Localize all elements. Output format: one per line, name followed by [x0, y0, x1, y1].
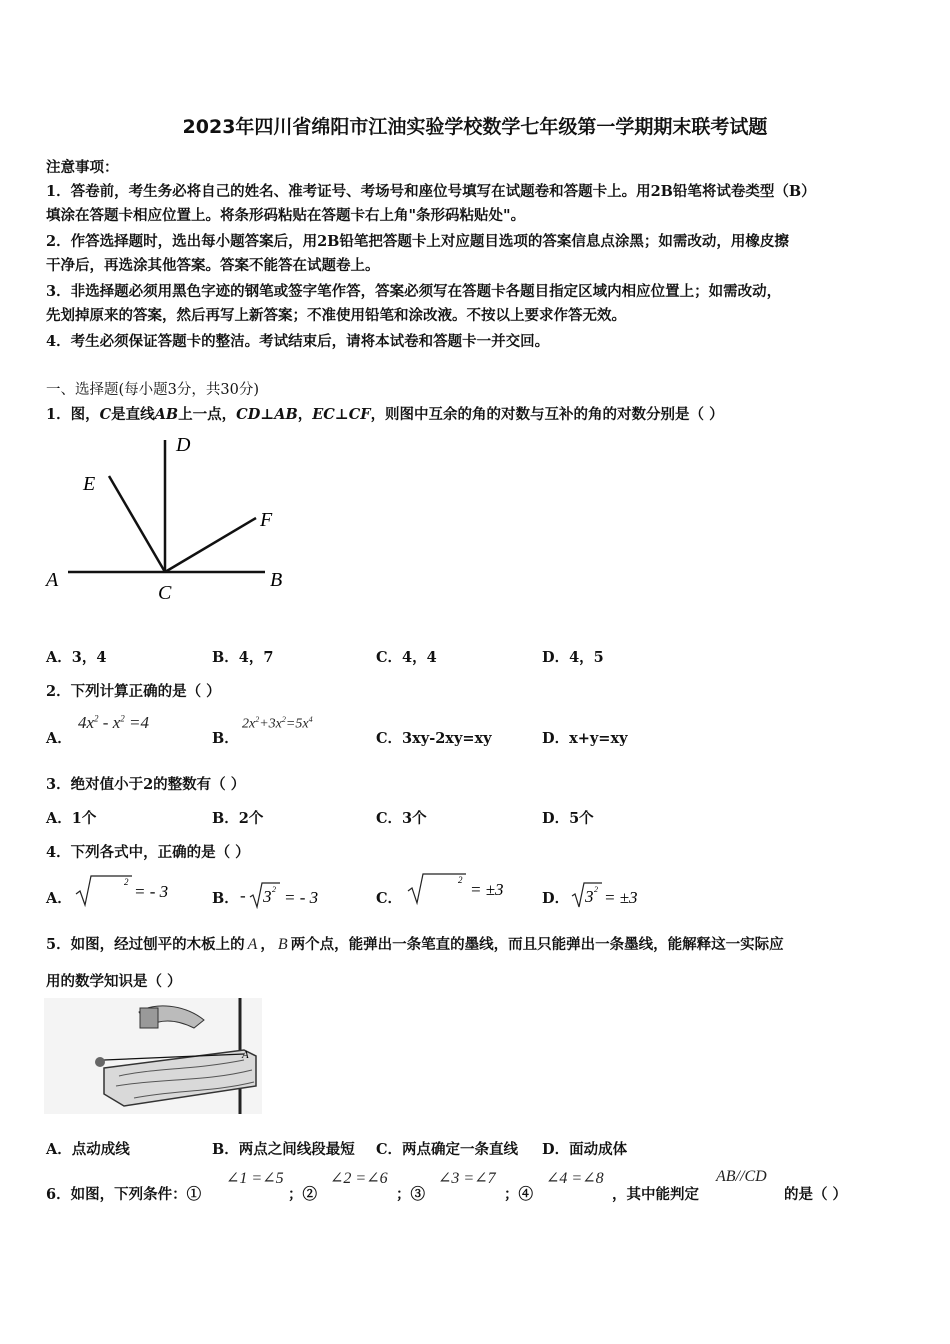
minus-sign: -: [240, 886, 246, 905]
coef: 2: [242, 716, 249, 732]
notice-line: 2．作答选择题时，选出每小题答案后，用2B铅笔把答题卡上对应题目选项的答案信息点涂黑；如需改动，用橡皮擦: [46, 233, 789, 250]
q5-option-a[interactable]: A．点动成线: [46, 1141, 130, 1158]
q2-option-a-label[interactable]: A．: [46, 730, 72, 747]
var: x: [112, 713, 121, 732]
rhs: = - 3: [134, 882, 169, 901]
q4-option-a-label[interactable]: A．: [46, 890, 72, 907]
q3-option-a[interactable]: A．1个: [46, 810, 97, 827]
q1-text: 1．图，: [46, 406, 100, 423]
q1-figure: [40, 430, 300, 610]
q6-condition-1: ∠1 =∠5: [226, 1170, 284, 1187]
notice-line: 填涂在答题卡相应位置上。将条形码粘贴在答题卡右上角"条形码粘贴处"。: [46, 207, 526, 224]
q3-option-b[interactable]: B．2个: [212, 810, 264, 827]
q5-option-d[interactable]: D．面动成体: [542, 1141, 628, 1158]
q5-text: ，: [260, 936, 275, 953]
label-f: F: [260, 509, 273, 531]
q6-condition-2: ∠2 =∠6: [330, 1170, 388, 1187]
notice-line: 3．非选择题必须用黑色字迹的钢笔或签字笔作答，答案必须写在答题卡各题目指定区域内相应位置上；如需改动，: [46, 283, 782, 300]
q6-text: ；④: [504, 1186, 533, 1203]
q1-line: AB: [154, 406, 179, 423]
q6-text: ，其中能判定: [612, 1186, 699, 1203]
q1-text: 上一点，: [178, 406, 237, 423]
exp: 2: [255, 715, 260, 724]
q4-option-c-label[interactable]: C．: [376, 890, 403, 907]
q5-text: 5．如图，经过刨平的木板上的: [46, 936, 245, 953]
q2-option-b-expr[interactable]: [242, 715, 313, 733]
q1-option-d[interactable]: D．4，5: [542, 649, 604, 666]
op: =: [285, 716, 296, 732]
q5-point: B: [277, 936, 288, 953]
exponent: 2: [458, 875, 463, 885]
question-5-stem: [46, 933, 784, 954]
coef: 5: [295, 716, 303, 732]
q4-option-d-label[interactable]: D．: [542, 890, 570, 907]
page-title: 2023年四川省绵阳市江油实验学校数学七年级第一学期期末联考试题: [182, 116, 768, 138]
question-3-stem: 3．绝对值小于2的整数有（ ）: [46, 776, 246, 793]
rhs: = - 3: [284, 888, 319, 907]
q1-option-a[interactable]: A．3，4: [46, 649, 107, 666]
q1-condition: CD⊥AB: [236, 406, 298, 423]
q6-condition-3: ∠3 =∠7: [438, 1170, 496, 1187]
rhs: =4: [129, 713, 149, 732]
q6-condition-4: ∠4 =∠8: [546, 1170, 604, 1187]
q5-point: A: [247, 936, 258, 953]
q2-option-c[interactable]: C．3xy-2xy=xy: [376, 730, 492, 747]
notice-line: 1．答卷前，考生务必将自己的姓名、准考证号、考场号和座位号填写在试题卷和答题卡上。用2B铅笔将试卷类型（B）: [46, 183, 816, 200]
radicand: 3: [263, 887, 272, 906]
var: x: [86, 713, 95, 732]
notice-heading: 注意事项：: [46, 159, 119, 176]
notice-line: 先划掉原来的答案，然后再写上新答案；不准使用铅笔和涂改液。不按以上要求作答无效。: [46, 307, 626, 324]
q2-option-a-expr[interactable]: [78, 713, 149, 733]
q4-option-d-expr[interactable]: [570, 878, 660, 910]
question-1-stem: [46, 403, 724, 424]
exp: 2: [94, 713, 99, 724]
q4-option-c-expr[interactable]: [406, 871, 516, 907]
ink-box: [140, 1008, 158, 1028]
notice-line: 4．考生必须保证答题卡的整洁。考试结束后，请将本试卷和答题卡一并交回。: [46, 333, 550, 350]
q5-option-b[interactable]: B．两点之间线段最短: [212, 1141, 355, 1158]
q1-text: 是直线: [111, 406, 155, 423]
exp: 2: [120, 713, 125, 724]
q6-text: ；②: [288, 1186, 317, 1203]
var: x: [275, 716, 282, 732]
q4-option-a-expr[interactable]: [74, 872, 184, 908]
q4-option-b-label[interactable]: B．: [212, 890, 239, 907]
ray-ce: [109, 476, 165, 572]
op: +: [259, 716, 269, 732]
question-4-stem: 4．下列各式中，正确的是（ ）: [46, 844, 250, 861]
q1-text: ，则图中互余的角的对数与互补的角的对数分别是（ ）: [370, 406, 724, 423]
rhs: = ±3: [470, 880, 504, 899]
label-b: B: [270, 569, 283, 591]
exp: 4: [308, 715, 313, 724]
q1-point: C: [99, 406, 112, 423]
exp: 2: [281, 715, 286, 724]
op: -: [102, 713, 109, 732]
q6-text: 的是（ ）: [784, 1186, 848, 1203]
section-heading: 一、选择题(每小题3分，共30分): [46, 382, 259, 398]
q5-figure: [44, 998, 262, 1114]
exponent: 2: [594, 885, 598, 894]
radicand: 3: [585, 887, 594, 906]
q1-text: ，: [297, 406, 313, 423]
exponent: 2: [272, 885, 276, 894]
ray-cf: [165, 518, 256, 572]
q4-option-b-expr[interactable]: [238, 877, 338, 909]
q2-option-b-label[interactable]: B．: [212, 730, 239, 747]
coef: 4: [78, 713, 87, 732]
q3-option-d[interactable]: D．5个: [542, 810, 594, 827]
question-5-stem-2: 用的数学知识是（ ）: [46, 973, 182, 990]
var: x: [249, 716, 256, 732]
label-d: D: [176, 434, 191, 456]
notice-line: 干净后，再选涂其他答案。答案不能答在试题卷上。: [46, 257, 380, 274]
coef: 3: [268, 716, 276, 732]
q5-option-c[interactable]: C．两点确定一条直线: [376, 1141, 519, 1158]
exponent: 2: [124, 877, 129, 887]
point-a-label: A: [242, 1049, 249, 1061]
rhs: = ±3: [604, 888, 638, 907]
q3-option-c[interactable]: C．3个: [376, 810, 427, 827]
var: x: [302, 716, 309, 732]
q1-option-c[interactable]: C．4，4: [376, 649, 437, 666]
label-e: E: [83, 473, 96, 495]
label-c: C: [158, 582, 172, 604]
line-end: [95, 1057, 105, 1067]
q6-parallel: AB//CD: [716, 1168, 767, 1185]
q5-text: 两个点，能弹出一条笔直的墨线，而且只能弹出一条墨线，能解释这一实际应: [290, 936, 784, 953]
q1-condition: EC⊥CF: [312, 406, 371, 423]
q6-text: ；③: [396, 1186, 425, 1203]
question-6-stem: 6．如图，下列条件：①: [46, 1186, 202, 1203]
q2-option-d[interactable]: D．x+y=xy: [542, 730, 628, 747]
question-2-stem: 2．下列计算正确的是（ ）: [46, 683, 221, 700]
label-a: A: [46, 569, 59, 591]
q1-option-b[interactable]: B．4，7: [212, 649, 274, 666]
